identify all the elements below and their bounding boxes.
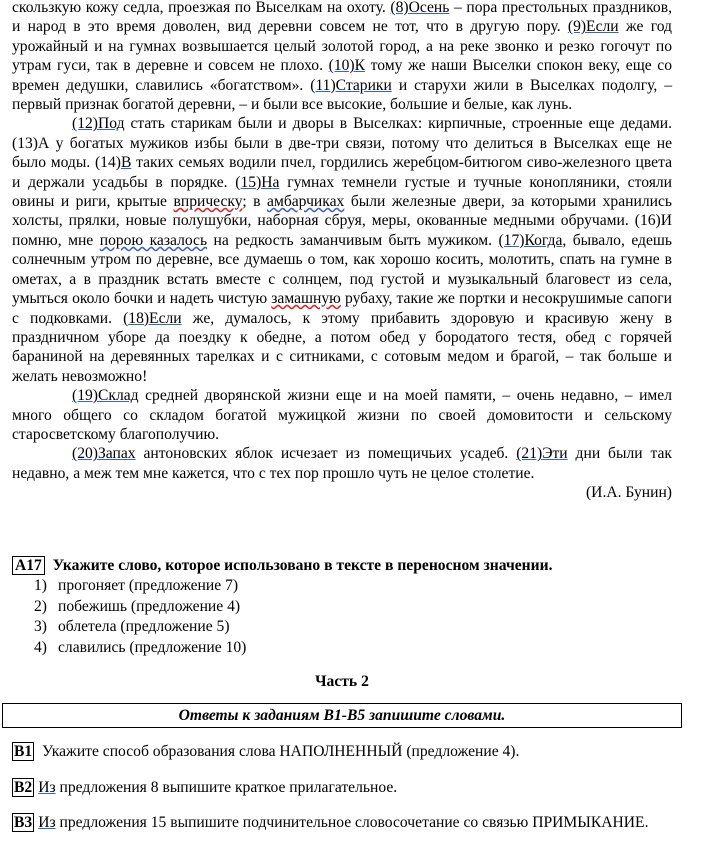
- paragraph: [12, 114, 672, 386]
- text-run: и старухи жили в Выселках подолгу, – первый признак богатой деревни, – и были все высокие, большие и белые, как лунь.: [12, 76, 672, 114]
- marked-word: (15)На: [235, 173, 280, 191]
- marked-word: (11)Старики: [310, 76, 392, 94]
- text-run: стать старикам были и дворы в Выселках: кирпичные, строенные еще дедами. (13)А у богатых мужиков избы были в две-три связи, потому что делиться в Выселках еще не было моды. (14): [12, 115, 672, 172]
- question-heading: [12, 556, 692, 576]
- text-run: ; в: [242, 193, 268, 211]
- text-run: рубаху, такие же портки и несокрушимые сапоги с подковками.: [12, 290, 673, 327]
- paragraph: [12, 386, 672, 444]
- marked-word: (12)Под: [72, 115, 125, 133]
- marked-word: (19)Склад: [72, 387, 139, 405]
- question-text: Укажите способ образования слова НАПОЛНЕННЫЙ (предложение 4).: [42, 743, 520, 760]
- text-run: таких семьях водили пчел, гордились жеребцом-битюгом сиво-железного цвета и держали усадьбы в порядке.: [12, 154, 672, 191]
- text-run: гумнах темнели густые и тучные конопляники, стояли овины и риги, крытые: [12, 173, 672, 211]
- answer-options: [12, 576, 692, 658]
- text-run: были железные двери, за которыми хранились холсты, прялки, новые полушубки, наборная сбруя, меры, окованные медными обручами. (16)И помню, мне: [12, 193, 672, 249]
- question-number: В1: [14, 743, 33, 760]
- text-run: на редкость заманчивым быть мужиком.: [207, 231, 499, 249]
- answer-option[interactable]: 4) славились (предложение 10): [34, 638, 247, 656]
- marked-word: замашную: [271, 290, 341, 308]
- part-title: Часть 2: [315, 673, 369, 690]
- question-number: В3: [14, 814, 33, 831]
- marked-word: амбарчиках: [267, 193, 345, 211]
- marked-word: (9)Если: [567, 18, 619, 36]
- paragraph: [12, 0, 672, 114]
- answer-option[interactable]: 1) прогоняет (предложение 7): [34, 577, 239, 594]
- paragraph: [12, 444, 672, 483]
- text-run: скользкую кожу седла, проезжая по Выселкам на охоту.: [12, 0, 391, 16]
- question-b2: В2 Из предложения 8 выпишите краткое прилагательное.: [14, 779, 398, 796]
- marked-word: (20)Запах: [72, 445, 136, 463]
- answer-option[interactable]: 2) побежишь (предложение 4): [34, 597, 241, 615]
- question-text: предложения 15 выпишите подчинительное словосочетание со связью ПРИМЫКАНИЕ.: [55, 814, 649, 831]
- text-run: антоновских яблок исчезает из помещичьих усадеб.: [135, 445, 517, 463]
- text-run: же, думалось, к этому прибавить здоровую и красивую жену в праздничном уборе да поездку к обедне, а потом обед у бородатого тестя, обед с горячей бараниной на деревянных тарелках и с ситниками, с сотовым медом и брагой, – так больше и желать невозможно!: [12, 309, 672, 385]
- answer-option[interactable]: 3) облетела (предложение 5): [34, 618, 230, 635]
- author-signature: (И.А. Бунин): [585, 484, 672, 502]
- instructions-banner: Ответы к заданиям В1-В5 запишите словами.: [2, 703, 682, 728]
- question-b3: В3 Из предложения 15 выпишите подчинительное словосочетание со связью ПРИМЫКАНИЕ.: [14, 814, 649, 831]
- marked-word: вприческу: [173, 193, 243, 211]
- question-b1: [12, 742, 692, 762]
- marked-word: (10)К: [328, 57, 366, 75]
- text-run: – пора престольных праздников, и народ в это время доволен, вид деревни совсем не тот, что в другую пору.: [12, 0, 672, 36]
- text-run: тому же наши Выселки спокон веку, еще со времен дедушки, славились «богатством».: [12, 57, 672, 94]
- text-run: средней дворянской жизни еще и на моей памяти, – очень недавно, – имел много общего со складом богатой мужицкой жизни по своей домовитости и сельскому старосветскому благополучию.: [12, 387, 672, 443]
- marked-word: (8)Осень: [390, 0, 450, 16]
- question-text: предложения 8 выпишите краткое прилагательное.: [55, 779, 398, 796]
- marked-word: В: [120, 154, 132, 172]
- text-run: дни были так недавно, а меж тем мне кажется, что с тех пор прошло чуть не целое столетие.: [12, 445, 672, 482]
- question-number: В2: [14, 779, 33, 796]
- text-passage: [12, 0, 672, 503]
- marked-word: (18)Если: [123, 309, 182, 327]
- question-instruction: Укажите слово, которое использовано в тексте в переносном значении.: [52, 557, 553, 574]
- question-number: А17: [12, 556, 45, 575]
- text-run: , бывало, едешь солнечным утром по деревне, все думаешь о том, как хорошо косить, молотить, спать на гумне в ометах, а в праздник встать вместе с солнцем, под густой и музыкальный благовест из села, умыться около бочки и надеть чистую: [12, 231, 673, 308]
- text-run: же год урожайный и на гумнах возвышается целый золотой город, а на реке звонко и резко гогочут по утрам гуси, так в деревне и совсем не плохо.: [12, 18, 672, 75]
- question-a17: [12, 556, 692, 658]
- marked-word: порою казалось: [99, 231, 208, 249]
- marked-word: (21)Эти: [516, 445, 568, 463]
- marked-word: (17)Когда: [498, 231, 563, 249]
